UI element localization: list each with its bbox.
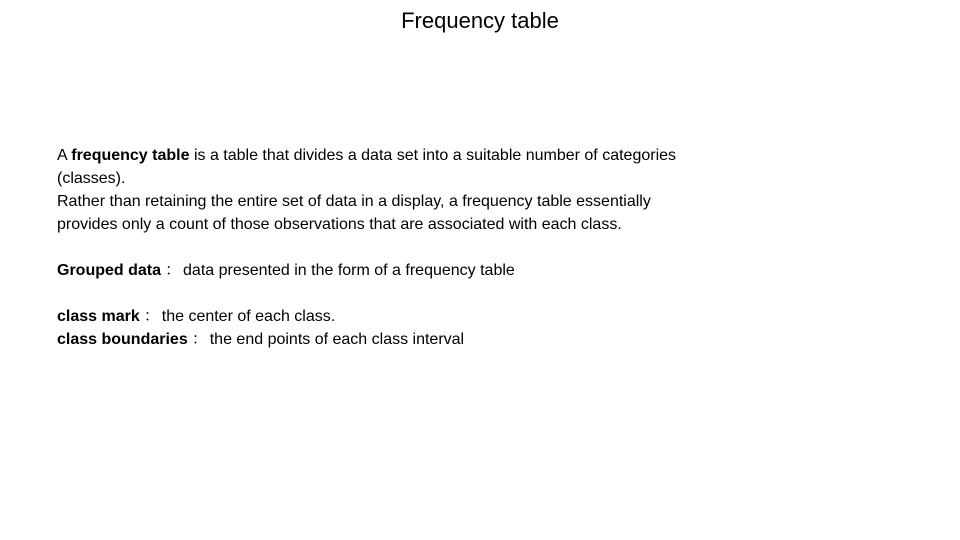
definition-term: class boundaries: [57, 331, 188, 348]
frequency-table-term: frequency table: [71, 147, 190, 164]
definition-text: the center of each class.: [161, 308, 336, 325]
slide-body: [57, 144, 777, 351]
intro-line-2: (classes).: [57, 170, 126, 187]
intro-line-1-rest: is a table that divides a data set into a suitable number of categories: [189, 147, 677, 164]
definition-term: Grouped data: [57, 262, 162, 279]
definition-separator: ：: [165, 262, 182, 279]
definition-separator: ：: [191, 331, 208, 348]
definition-separator: ：: [143, 308, 160, 325]
definition-grouped-data: [57, 259, 777, 282]
spacer: [57, 282, 777, 305]
intro-line-4: provides only a count of those observations that are associated with each class.: [57, 216, 622, 233]
definition-text: the end points of each class interval: [209, 331, 465, 348]
definition-text: data presented in the form of a frequency table: [183, 262, 515, 279]
intro-prefix: A: [57, 147, 72, 164]
definition-term: class mark: [57, 308, 140, 325]
spacer: [57, 236, 777, 259]
definition-class-mark: [57, 305, 777, 328]
intro-line-3: Rather than retaining the entire set of data in a display, a frequency table essentially: [57, 193, 651, 210]
definition-class-boundaries: [57, 328, 777, 351]
slide-title: Frequency table: [401, 8, 559, 33]
intro-line-1: [57, 144, 777, 167]
